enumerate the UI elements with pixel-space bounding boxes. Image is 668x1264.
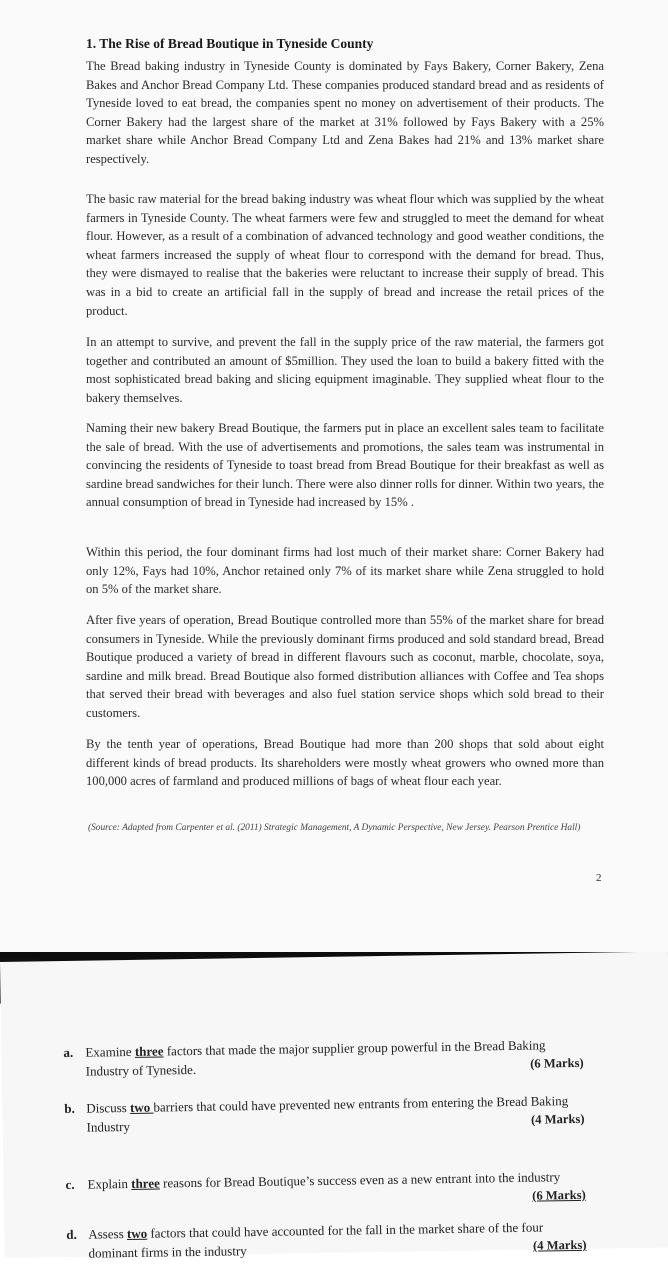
paragraph-1: The Bread baking industry in Tyneside County is dominated by Fays Bakery, Corner Bakery, Zena Bakes and Anchor Bread Company Ltd. These companies produced standard bread and as residents of Tyneside loved to eat bread, the companies spent no money on advertisement of their products. The Corner Bakery had the largest share of the market at 31% followed by Fays Bakery with a 25% market share while Anchor Bread Company Ltd and Zena Bakes had 21% and 13% market share respectively. <box>86 59 604 166</box>
question-marks: (4 Marks) <box>532 1237 587 1253</box>
paragraph-6: After five years of operation, Bread Boutique controlled more than 55% of the market share for bread consumers in Tyneside. While the previously dominant firms produced and sold standard bread, Bread Boutique produced a variety of bread in different flavours such as coconut, marble, chocolate, soya, sardine and milk bread. Bread Boutique also formed distribution alliances with Coffee and Tea shops that served their bread with beverages and also fuel station service shops which sold bread to their customers. <box>86 613 604 720</box>
page-number: 2 <box>596 872 602 884</box>
question-d <box>66 1216 626 1261</box>
paragraph-5: Within this period, the four dominant firms had lost much of their market share: Corner Bakery had only 12%, Fays had 10%, Anchor retained only 7% of its market share while Zena struggled to hold on 5% of the market share. <box>86 545 604 597</box>
paragraph-2: The basic raw material for the bread baking industry was wheat flour which was supplied by the wheat farmers in Tyneside County. The wheat farmers were few and struggled to meet the demand for wheat flour. However, as a result of a combination of advanced technology and good weather conditions, the wheat farmers increased the supply of wheat flour to correspond with the demand for bread. Thus, they were dismayed to realise that the bakeries were reluctant to increase their supply of bread. This was in a bid to create an artificial fall in the supply of bread and increase the retail prices of the product. <box>86 192 604 318</box>
source-citation: (Source: Adapted from Carpenter et al. (2011) Strategic Management, A Dynamic Perspective, New Jersey. Pearson Prentice Hall) <box>88 823 581 833</box>
question-text: Assess two factors that could have accounted for the fall in the market share of the four dominant firms in the industry <box>88 1219 544 1261</box>
question-marks: (4 Marks) <box>530 1111 585 1127</box>
paragraph-7: By the tenth year of operations, Bread Boutique had more than 200 shops that sold about eight different kinds of bread products. Its shareholders were mostly wheat growers who owned more than 100,000 acres of farmland and produced millions of bags of wheat flour each year. <box>86 737 604 789</box>
question-letter: b. <box>64 1100 75 1117</box>
question-a <box>63 1034 623 1079</box>
document-page-2 <box>0 952 668 1261</box>
paragraph-3: In an attempt to survive, and prevent the fall in the supply price of the raw material, the farmers got together and contributed an amount of $5million. They used the loan to build a bakery fitted with the most sophisticated bread baking and slicing equipment imaginable. They supplied wheat flour to the bakery themselves. <box>86 335 604 405</box>
question-b <box>64 1090 624 1135</box>
question-letter: a. <box>63 1044 74 1061</box>
emphasis-word: two <box>129 1099 154 1115</box>
question-text: Discuss two barriers that could have prevented new entrants from entering the Bread Baking Industry <box>86 1093 569 1135</box>
question-letter: c. <box>65 1176 75 1192</box>
emphasis-word: three <box>131 1175 160 1191</box>
question-marks: (6 Marks) <box>530 1055 584 1071</box>
emphasis-word: three <box>134 1043 164 1059</box>
question-letter: d. <box>66 1226 77 1242</box>
question-text: Examine three factors that made the major supplier group powerful in the Bread Baking Industry of Tyneside. <box>85 1037 546 1079</box>
case-title: 1. The Rise of Bread Boutique in Tyneside County <box>86 36 374 51</box>
question-marks: (6 Marks) <box>532 1187 586 1203</box>
paragraph-4: Naming their new bakery Bread Boutique, the farmers put in place an excellent sales team to facilitate the sale of bread. With the use of advertisements and promotions, the sales team was instrumental in convincing the residents of Tyneside to toast bread from Bread Boutique for their breakfast as well as sardine bread sandwiches for their lunch. There were also dinner rolls for dinner. Within two years, the annual consumption of bread in Tyneside had increased by 15% . <box>86 421 604 510</box>
question-c <box>65 1166 625 1203</box>
question-text: Explain three reasons for Bread Boutique’s success even as a new entrant into the industry <box>87 1169 561 1192</box>
emphasis-word: two <box>126 1225 148 1242</box>
